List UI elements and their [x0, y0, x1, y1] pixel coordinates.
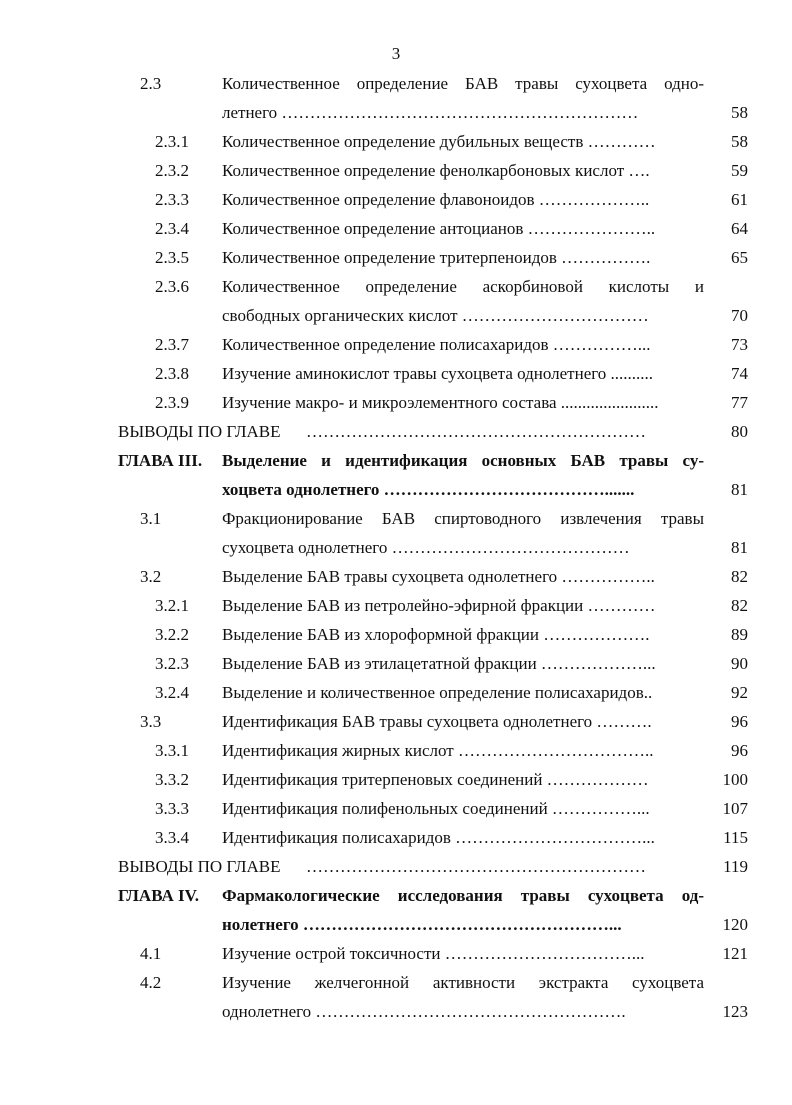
chapter-title: хоцвета однолетнего ………………………………….......	[222, 480, 635, 499]
toc-row-3-2-1	[0, 594, 792, 623]
toc-row-3-1-cont	[0, 536, 792, 565]
section-title: Выделение БАВ из этилацетатной фракции ………………...	[222, 654, 656, 673]
section-number: 2.3.1	[155, 132, 189, 151]
page-ref: 96	[731, 741, 748, 760]
page-ref: 82	[731, 567, 748, 586]
toc-row-chapter-4-cont	[0, 913, 792, 942]
toc-row-2-3-8	[0, 362, 792, 391]
section-number: 2.3.6	[155, 277, 189, 296]
toc-row-3-3	[0, 710, 792, 739]
section-title: Идентификация полифенольных соединений ……………...	[222, 799, 650, 818]
page-ref: 82	[731, 596, 748, 615]
toc-row-2-3-5	[0, 246, 792, 275]
page-ref: 115	[723, 828, 748, 847]
section-title: ……………………………………………………	[306, 857, 646, 876]
page-ref: 89	[731, 625, 748, 644]
section-number: 3.2.4	[155, 683, 189, 702]
toc-row-2-3-2	[0, 159, 792, 188]
page-ref: 107	[722, 799, 748, 818]
chapter-number: ГЛАВА IV.	[118, 886, 199, 905]
toc-row-chapter-3-cont	[0, 478, 792, 507]
section-title: Выделение и количественное определение полисахаридов..	[222, 683, 653, 702]
toc-row-3-1	[0, 507, 792, 536]
chapter-title: нолетнего ………………………………………………...	[222, 915, 622, 934]
toc-row-chapter-4	[0, 884, 792, 913]
page-ref: 92	[731, 683, 748, 702]
toc-row-3-3-3	[0, 797, 792, 826]
section-title: Количественное определение дубильных веществ …………	[222, 132, 656, 151]
toc-row-conclusions-3	[0, 855, 792, 884]
section-number: 3.2.1	[155, 596, 189, 615]
section-title: Идентификация БАВ травы сухоцвета однолетнего ……….	[222, 712, 652, 731]
section-title: Количественное определение флавоноидов ………………..	[222, 190, 650, 209]
page-number: 3	[391, 44, 401, 63]
toc-row-chapter-3	[0, 449, 792, 478]
toc-row-2-3	[0, 72, 792, 101]
section-number: 2.3	[140, 74, 162, 93]
page-ref: 119	[723, 857, 748, 876]
toc-row-3-3-1	[0, 739, 792, 768]
section-title: Выделение БАВ из петролейно-эфирной фракции …………	[222, 596, 656, 615]
toc-row-2-3-3	[0, 188, 792, 217]
section-title: Идентификация тритерпеновых соединений ………………	[222, 770, 649, 789]
section-title: ……………………………………………………	[306, 422, 646, 441]
toc-row-2-3-cont	[0, 101, 792, 130]
chapter-title: Фармакологические исследования травы сухоцвета од-	[222, 886, 704, 905]
section-title: Выделение БАВ травы сухоцвета однолетнего ……………..	[222, 567, 655, 586]
section-title: Количественное определение тритерпеноидов …………….	[222, 248, 651, 267]
page-ref: 58	[731, 103, 748, 122]
section-title: Фракционирование БАВ спиртоводного извлечения травы	[222, 509, 704, 528]
section-number: 3.3.1	[155, 741, 189, 760]
section-title: однолетнего ……………………………………………….	[222, 1002, 626, 1021]
section-number: 2.3.2	[155, 161, 189, 180]
page-ref: 58	[731, 132, 748, 151]
toc-row-3-2-4	[0, 681, 792, 710]
section-number: 2.3.7	[155, 335, 189, 354]
page-ref: 96	[731, 712, 748, 731]
page-ref: 123	[722, 1002, 748, 1021]
page-ref: 65	[731, 248, 748, 267]
section-number: 2.3.9	[155, 393, 189, 412]
section-title: Изучение острой токсичности ……………………………...	[222, 944, 645, 963]
section-number: 3.1	[140, 509, 162, 528]
page-ref: 80	[731, 422, 748, 441]
section-number: 2.3.5	[155, 248, 189, 267]
toc-row-conclusions-2	[0, 420, 792, 449]
page-ref: 81	[731, 538, 748, 557]
section-number: 3.3.3	[155, 799, 189, 818]
section-title: Выделение БАВ из хлороформной фракции ……………….	[222, 625, 650, 644]
toc-row-3-3-4	[0, 826, 792, 855]
section-number: 2.3.4	[155, 219, 189, 238]
page-ref: 90	[731, 654, 748, 673]
section-title: Изучение аминокислот травы сухоцвета однолетнего ..........	[222, 364, 654, 383]
section-title: Количественное определение фенолкарбоновых кислот ….	[222, 161, 650, 180]
section-number: 2.3.8	[155, 364, 189, 383]
toc-row-2-3-1	[0, 130, 792, 159]
toc-row-2-3-6-cont	[0, 304, 792, 333]
page-ref: 61	[731, 190, 748, 209]
section-number: 3.2.3	[155, 654, 189, 673]
toc-row-2-3-4	[0, 217, 792, 246]
section-title: Изучение желчегонной активности экстракта сухоцвета	[222, 973, 704, 992]
section-title: Идентификация полисахаридов ……………………………...	[222, 828, 655, 847]
chapter-number: ГЛАВА III.	[118, 451, 203, 470]
toc-row-2-3-9	[0, 391, 792, 420]
section-title: Количественное определение БАВ травы сухоцвета одно-	[222, 74, 704, 93]
page-ref: 77	[731, 393, 748, 412]
section-title: летнего ………………………………………………………	[222, 103, 639, 122]
toc-row-3-3-2	[0, 768, 792, 797]
toc-row-2-3-6	[0, 275, 792, 304]
table-of-contents	[0, 72, 792, 1029]
page-ref: 120	[722, 915, 748, 934]
toc-row-4-2-cont	[0, 1000, 792, 1029]
page-ref: 81	[731, 480, 748, 499]
section-title: сухоцвета однолетнего ……………………………………	[222, 538, 630, 557]
section-title: Количественное определение полисахаридов ……………...	[222, 335, 651, 354]
chapter-title: Выделение и идентификация основных БАВ травы су-	[222, 451, 704, 470]
section-title: Изучение макро- и микроэлементного состава .......................	[222, 393, 659, 412]
toc-row-4-1	[0, 942, 792, 971]
toc-row-4-2	[0, 971, 792, 1000]
page-ref: 70	[731, 306, 748, 325]
toc-row-3-2-3	[0, 652, 792, 681]
page-ref: 121	[722, 944, 748, 963]
page-ref: 100	[722, 770, 748, 789]
section-number: 3.3	[140, 712, 162, 731]
section-number: 3.3.2	[155, 770, 189, 789]
section-title: Количественное определение аскорбиновой кислоты и	[222, 277, 704, 296]
section-title: Количественное определение антоцианов …………………..	[222, 219, 656, 238]
page-ref: 59	[731, 161, 748, 180]
page-ref: 73	[731, 335, 748, 354]
toc-row-2-3-7	[0, 333, 792, 362]
toc-row-3-2	[0, 565, 792, 594]
section-number: 3.2	[140, 567, 162, 586]
section-title: Идентификация жирных кислот ……………………………..	[222, 741, 654, 760]
section-number: 4.1	[140, 944, 162, 963]
page-ref: 74	[731, 364, 748, 383]
toc-row-3-2-2	[0, 623, 792, 652]
page-ref: 64	[731, 219, 748, 238]
section-title: свободных органических кислот ……………………………	[222, 306, 649, 325]
section-number: 4.2	[140, 973, 162, 992]
section-number: 3.3.4	[155, 828, 189, 847]
section-number: 2.3.3	[155, 190, 189, 209]
section-number: 3.2.2	[155, 625, 189, 644]
section-number: ВЫВОДЫ ПО ГЛАВЕ	[118, 422, 281, 441]
section-number: ВЫВОДЫ ПО ГЛАВЕ	[118, 857, 281, 876]
